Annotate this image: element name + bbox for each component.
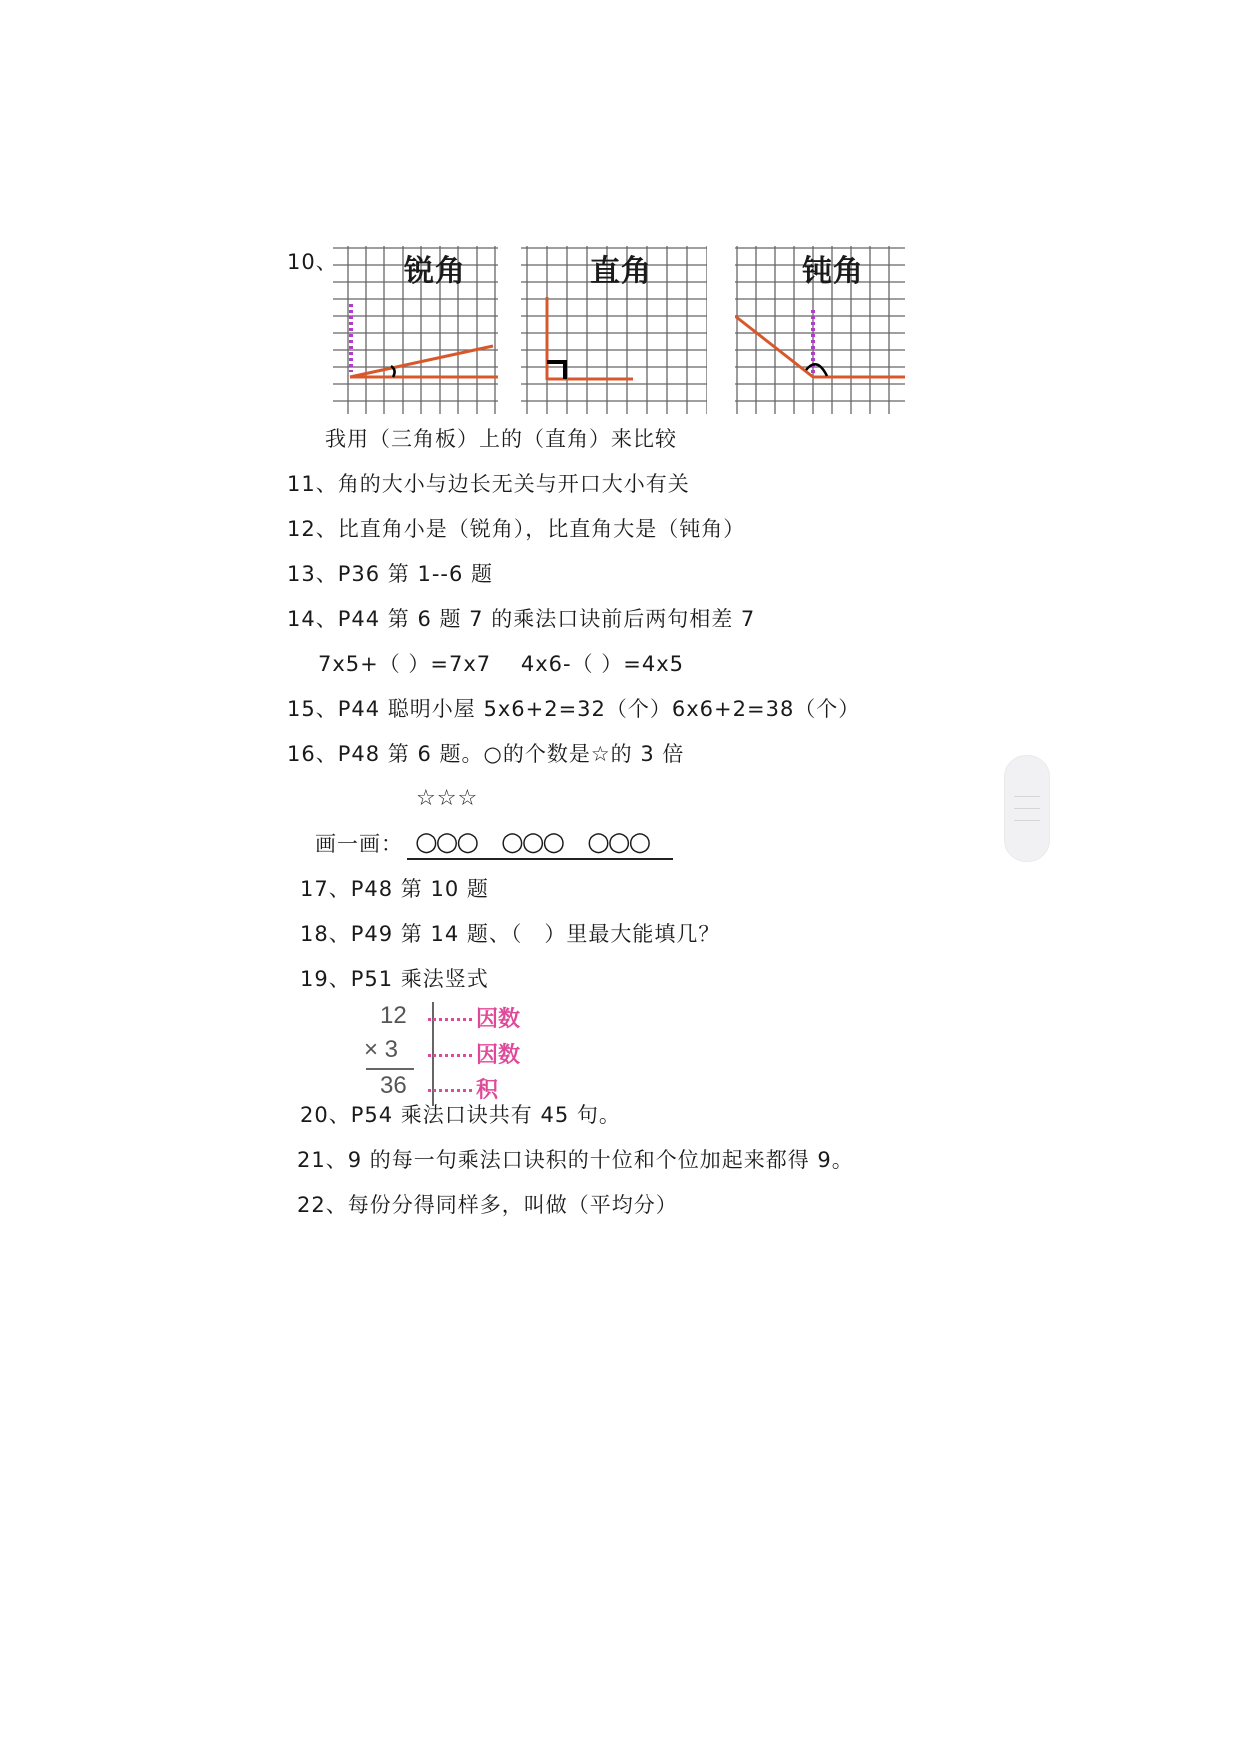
grip-line-icon bbox=[1014, 808, 1040, 809]
product-label: 积 bbox=[476, 1077, 499, 1103]
right-angle-label: 直角 bbox=[590, 254, 652, 289]
item-19: 19、P51 乘法竖式 bbox=[300, 967, 489, 991]
grip-line-icon bbox=[1014, 796, 1040, 797]
acute-angle-label: 锐角 bbox=[404, 254, 466, 289]
vertical-multiplication-figure bbox=[364, 1002, 550, 1107]
product: 36 bbox=[380, 1072, 407, 1099]
item-14: 14、P44 第 6 题 7 的乘法口诀前后两句相差 7 bbox=[287, 607, 756, 631]
factor-1-label: 因数 bbox=[476, 1006, 521, 1032]
item-12: 12、比直角小是（锐角），比直角大是（钝角） bbox=[287, 517, 746, 541]
item-18: 18、P49 第 14 题、（ ）里最大能填几？ bbox=[300, 922, 721, 946]
item-11: 11、角的大小与边长无关与开口大小有关 bbox=[287, 472, 690, 496]
dotted-leader bbox=[428, 1054, 472, 1057]
grip-line-icon bbox=[1014, 820, 1040, 821]
item-15: 15、P44 聪明小屋 5x6+2=32（个）6x6+2=38（个） bbox=[287, 697, 861, 721]
item-17: 17、P48 第 10 题 bbox=[300, 877, 489, 901]
item-10-caption: 我用（三角板）上的（直角）来比较 bbox=[325, 427, 677, 451]
scroll-handle[interactable] bbox=[1004, 755, 1050, 862]
obtuse-angle-label: 钝角 bbox=[802, 254, 864, 289]
item-21: 21、9 的每一句乘法口诀积的十位和个位加起来都得 9。 bbox=[297, 1148, 854, 1172]
answer-underline bbox=[407, 858, 673, 860]
factor-1: 12 bbox=[380, 1002, 407, 1029]
item-22: 22、每份分得同样多，叫做（平均分） bbox=[297, 1193, 678, 1217]
item-16-draw-label: 画一画： bbox=[315, 832, 403, 856]
item-20: 20、P54 乘法口诀共有 45 句。 bbox=[300, 1103, 621, 1127]
item-16-circles: ○○○ ○○○ ○○○ bbox=[415, 827, 650, 857]
item-14-equations: 7x5+（ ）=7x7 4x6-（ ）=4x5 bbox=[318, 652, 684, 676]
item-13: 13、P36 第 1--6 题 bbox=[287, 562, 494, 586]
factor-2: × 3 bbox=[364, 1036, 399, 1063]
item-16: 16、P48 第 6 题。○的个数是☆的 3 倍 bbox=[287, 742, 685, 766]
dotted-leader bbox=[428, 1089, 472, 1092]
dotted-leader bbox=[428, 1018, 472, 1021]
factor-2-label: 因数 bbox=[476, 1042, 521, 1068]
item-10-number: 10、 bbox=[287, 250, 338, 274]
item-16-stars: ☆☆☆ bbox=[416, 786, 479, 811]
sum-line bbox=[366, 1068, 414, 1070]
